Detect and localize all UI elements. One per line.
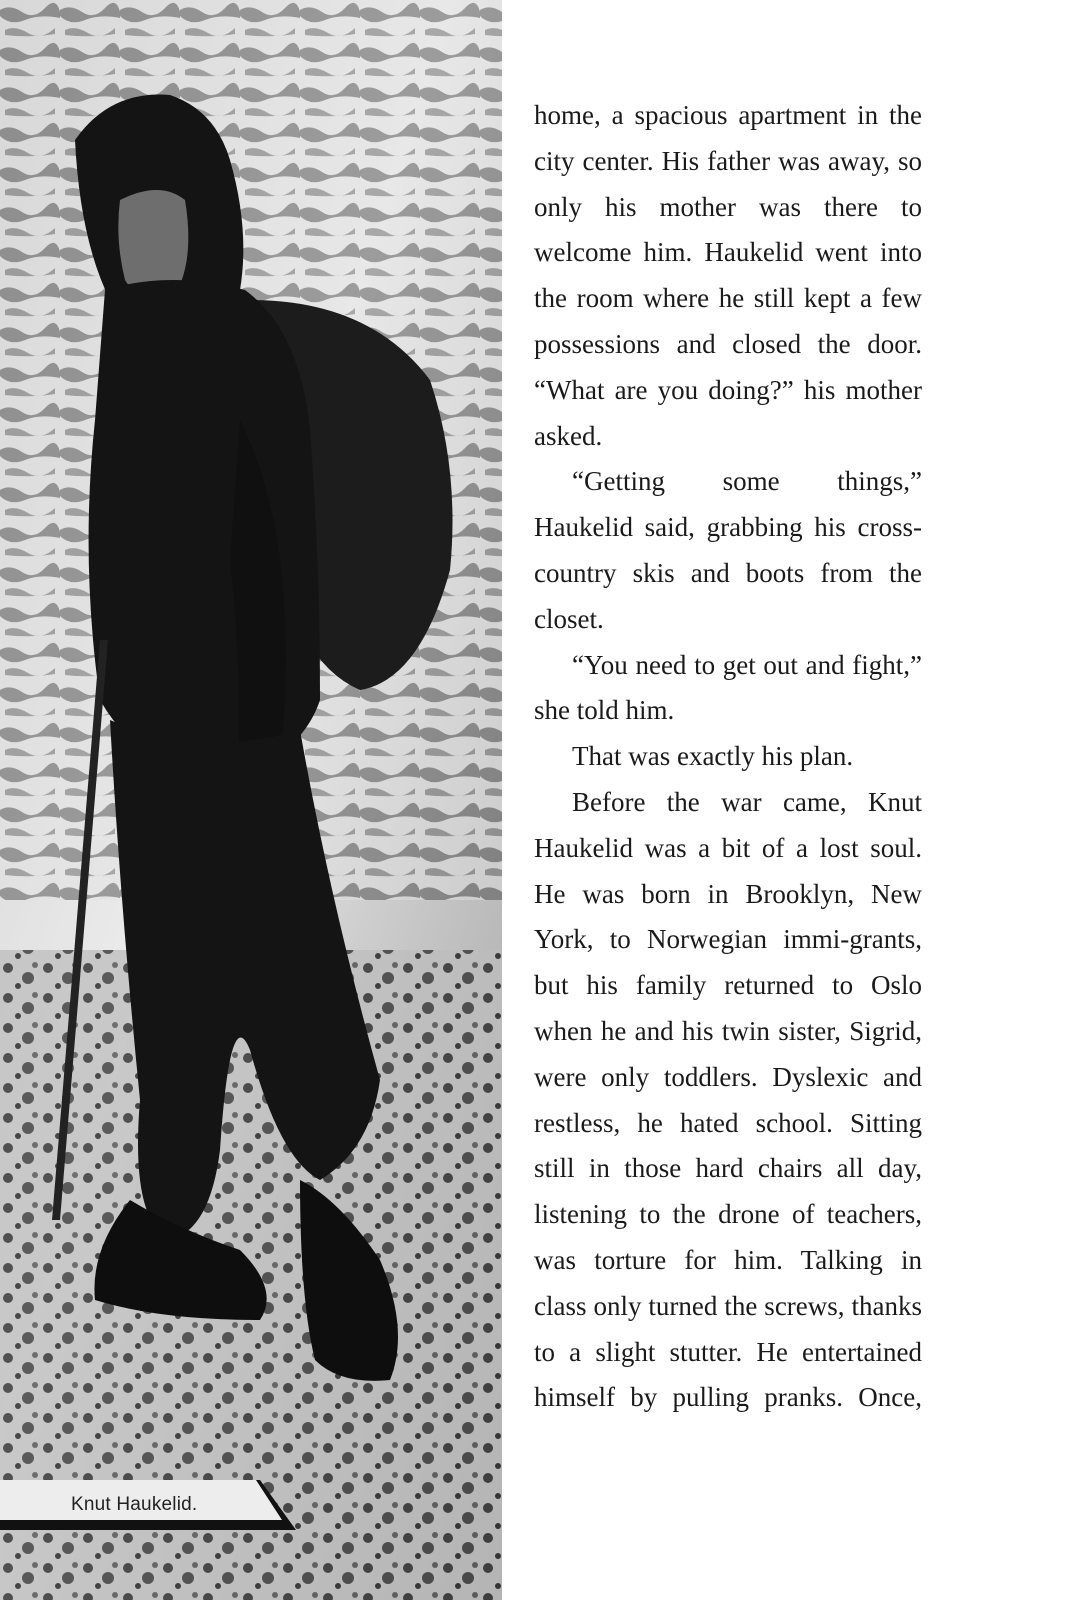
paragraph-4: That was exactly his plan.	[572, 741, 854, 772]
paragraph-5: Before the war came, Knut Haukelid was a bit of a lost soul. He was born in Brooklyn, New York, to Norwegian immi-grants, but his family returned to Oslo when he and his twin sister, Sigrid, were only toddlers. Dyslexic and restless, he hated school. Sitting still in those hard chairs all day, listening to the drone of teachers, was torture for him. Talking in class only turned the screws, thanks to a slight stutter. He entertained himself by pulling pranks. Once,	[534, 786, 922, 1413]
photo-knut-haukelid	[0, 0, 502, 1600]
paragraph-3: “You need to get out and fight,” she told him.	[534, 649, 922, 726]
photo-caption-tab	[0, 1480, 300, 1530]
photo-caption: Knut Haukelid.	[71, 1494, 198, 1515]
paragraph-1: home, a spacious apartment in the city center. His father was away, so only his mother was there to welcome him. Haukelid went into the room where he still kept a few possessions and closed the door. “What are you doing?” his mother asked.	[534, 100, 922, 451]
body-text-column	[534, 93, 922, 1421]
photo-icon	[0, 0, 502, 1600]
paragraph-2: “Getting some things,” Haukelid said, grabbing his cross-country skis and boots from the closet.	[534, 466, 922, 634]
